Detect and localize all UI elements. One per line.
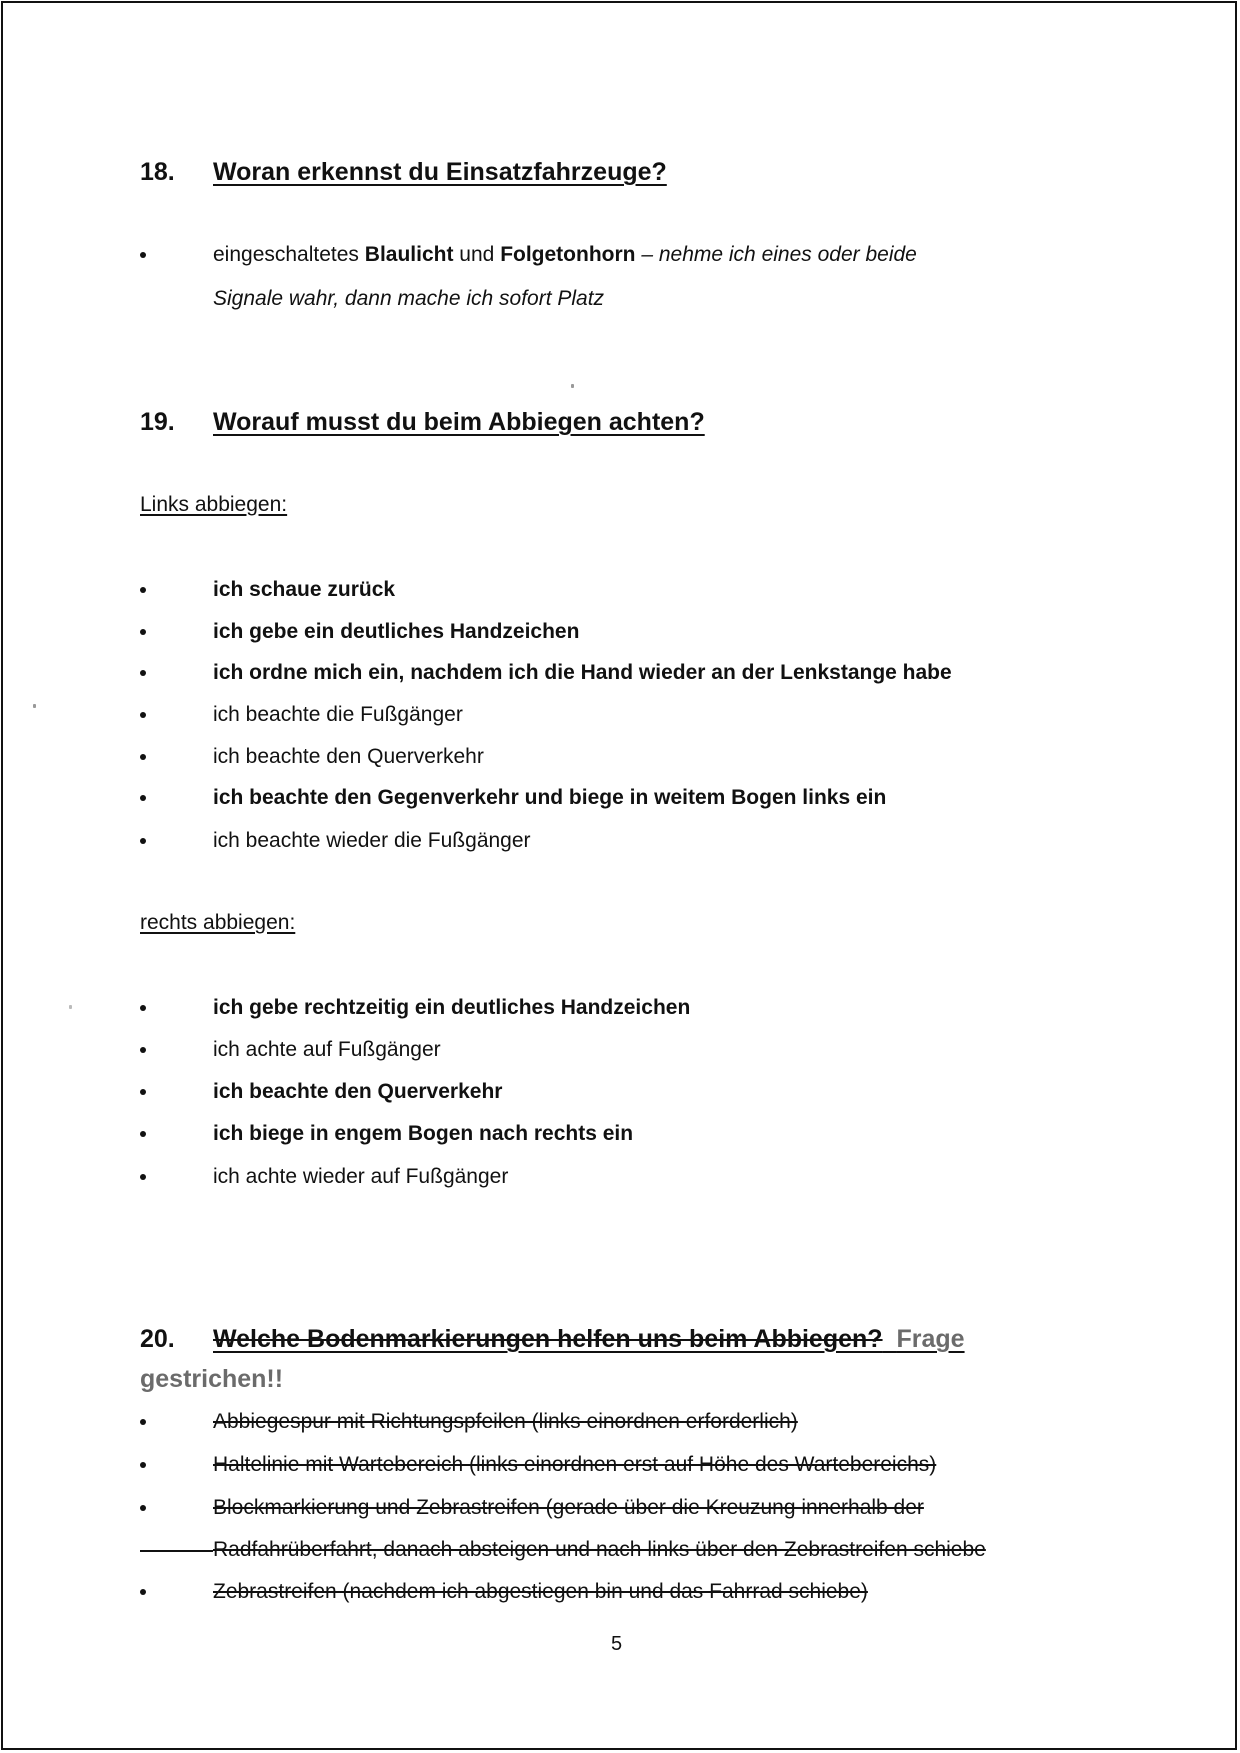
answer-italic: – nehme ich eines oder beide: [635, 243, 917, 266]
question-19-number: 19.: [140, 408, 175, 436]
q20-item: Abbiegespur mit Richtungspfeilen (links einordnen erforderlich): [140, 1407, 1140, 1437]
right-turn-subheading: rechts abbiegen:: [140, 911, 296, 934]
right-turn-item: ich beachte den Querverkehr: [140, 1077, 1140, 1107]
question-18-heading: [140, 158, 667, 187]
answer-blaulicht: Blaulicht: [364, 243, 454, 266]
q20-item-continued: Radfahrüberfahrt, danach absteigen und nach links über den Zebrastreifen schiebe: [140, 1535, 1140, 1565]
question-18-text: Woran erkennst du Einsatzfahrzeuge?: [213, 158, 667, 186]
bullet-icon: [140, 1089, 146, 1095]
left-turn-item: ich beachte wieder die Fußgänger: [140, 826, 1140, 856]
right-turn-item: ich achte auf Fußgänger: [140, 1035, 1140, 1065]
question-19-text: Worauf musst du beim Abbiegen achten?: [213, 408, 705, 436]
q20-item: Blockmarkierung und Zebrastreifen (gerade über die Kreuzung innerhalb der: [140, 1493, 1140, 1523]
bullet-icon: [140, 1589, 146, 1595]
q20-item: Zebrastreifen (nachdem ich abgestiegen bin und das Fahrrad schiebe): [140, 1577, 1140, 1607]
bullet-icon: [140, 712, 146, 718]
left-turn-item: ich schaue zurück: [140, 575, 1140, 605]
q18-answer-line-1: [140, 240, 1140, 270]
bullet-icon: [140, 670, 146, 676]
left-turn-item: ich beachte die Fußgänger: [140, 700, 1140, 730]
bullet-icon: [140, 838, 146, 844]
bullet-icon: [140, 754, 146, 760]
bullet-icon: [140, 1505, 146, 1511]
answer-italic-continued: Signale wahr, dann mache ich sofort Platz: [213, 287, 605, 310]
q20-item: Haltelinie mit Wartebereich (links einordnen erst auf Höhe des Wartebereichs): [140, 1450, 1140, 1480]
q18-answer-line-2: [140, 284, 1140, 314]
question-removed-note: Frage: [896, 1325, 965, 1353]
bullet-icon: [140, 1462, 146, 1468]
right-turn-item: ich achte wieder auf Fußgänger: [140, 1162, 1140, 1192]
right-turn-item: ich biege in engem Bogen nach rechts ein: [140, 1119, 1140, 1149]
bullet-icon: [140, 252, 146, 258]
scan-speck: [571, 384, 574, 388]
left-turn-item: ich ordne mich ein, nachdem ich die Hand wieder an der Lenkstange habe: [140, 658, 1140, 688]
question-removed-note-continued: gestrichen!!: [140, 1365, 284, 1393]
question-20-number: 20.: [140, 1325, 175, 1353]
page-number: 5: [611, 1633, 623, 1655]
bullet-icon: [140, 587, 146, 593]
question-20-text: Welche Bodenmarkierungen helfen uns beim Abbiegen?: [213, 1325, 883, 1353]
left-turn-item: ich gebe ein deutliches Handzeichen: [140, 617, 1140, 647]
left-turn-subheading: Links abbiegen:: [140, 493, 288, 516]
left-turn-item: ich beachte den Querverkehr: [140, 742, 1140, 772]
bullet-icon: [140, 1005, 146, 1011]
answer-folgetonhorn: Folgetonhorn: [500, 243, 636, 266]
bullet-icon: [140, 1131, 146, 1137]
bullet-icon: [140, 1174, 146, 1180]
left-turn-item: ich beachte den Gegenverkehr und biege in weitem Bogen links ein: [140, 783, 1140, 813]
question-20-heading: [140, 1325, 965, 1354]
bullet-icon: [140, 1419, 146, 1425]
question-18-number: 18.: [140, 158, 175, 186]
strike-line: [140, 1550, 213, 1552]
question-19-heading: [140, 408, 705, 437]
bullet-icon: [140, 795, 146, 801]
scan-speck: [33, 704, 36, 708]
scan-speck: [69, 1005, 72, 1009]
answer-text: eingeschaltetes: [213, 243, 365, 266]
bullet-icon: [140, 629, 146, 635]
bullet-icon: [140, 1047, 146, 1053]
answer-text: und: [453, 243, 501, 266]
right-turn-item: ich gebe rechtzeitig ein deutliches Handzeichen: [140, 993, 1140, 1023]
